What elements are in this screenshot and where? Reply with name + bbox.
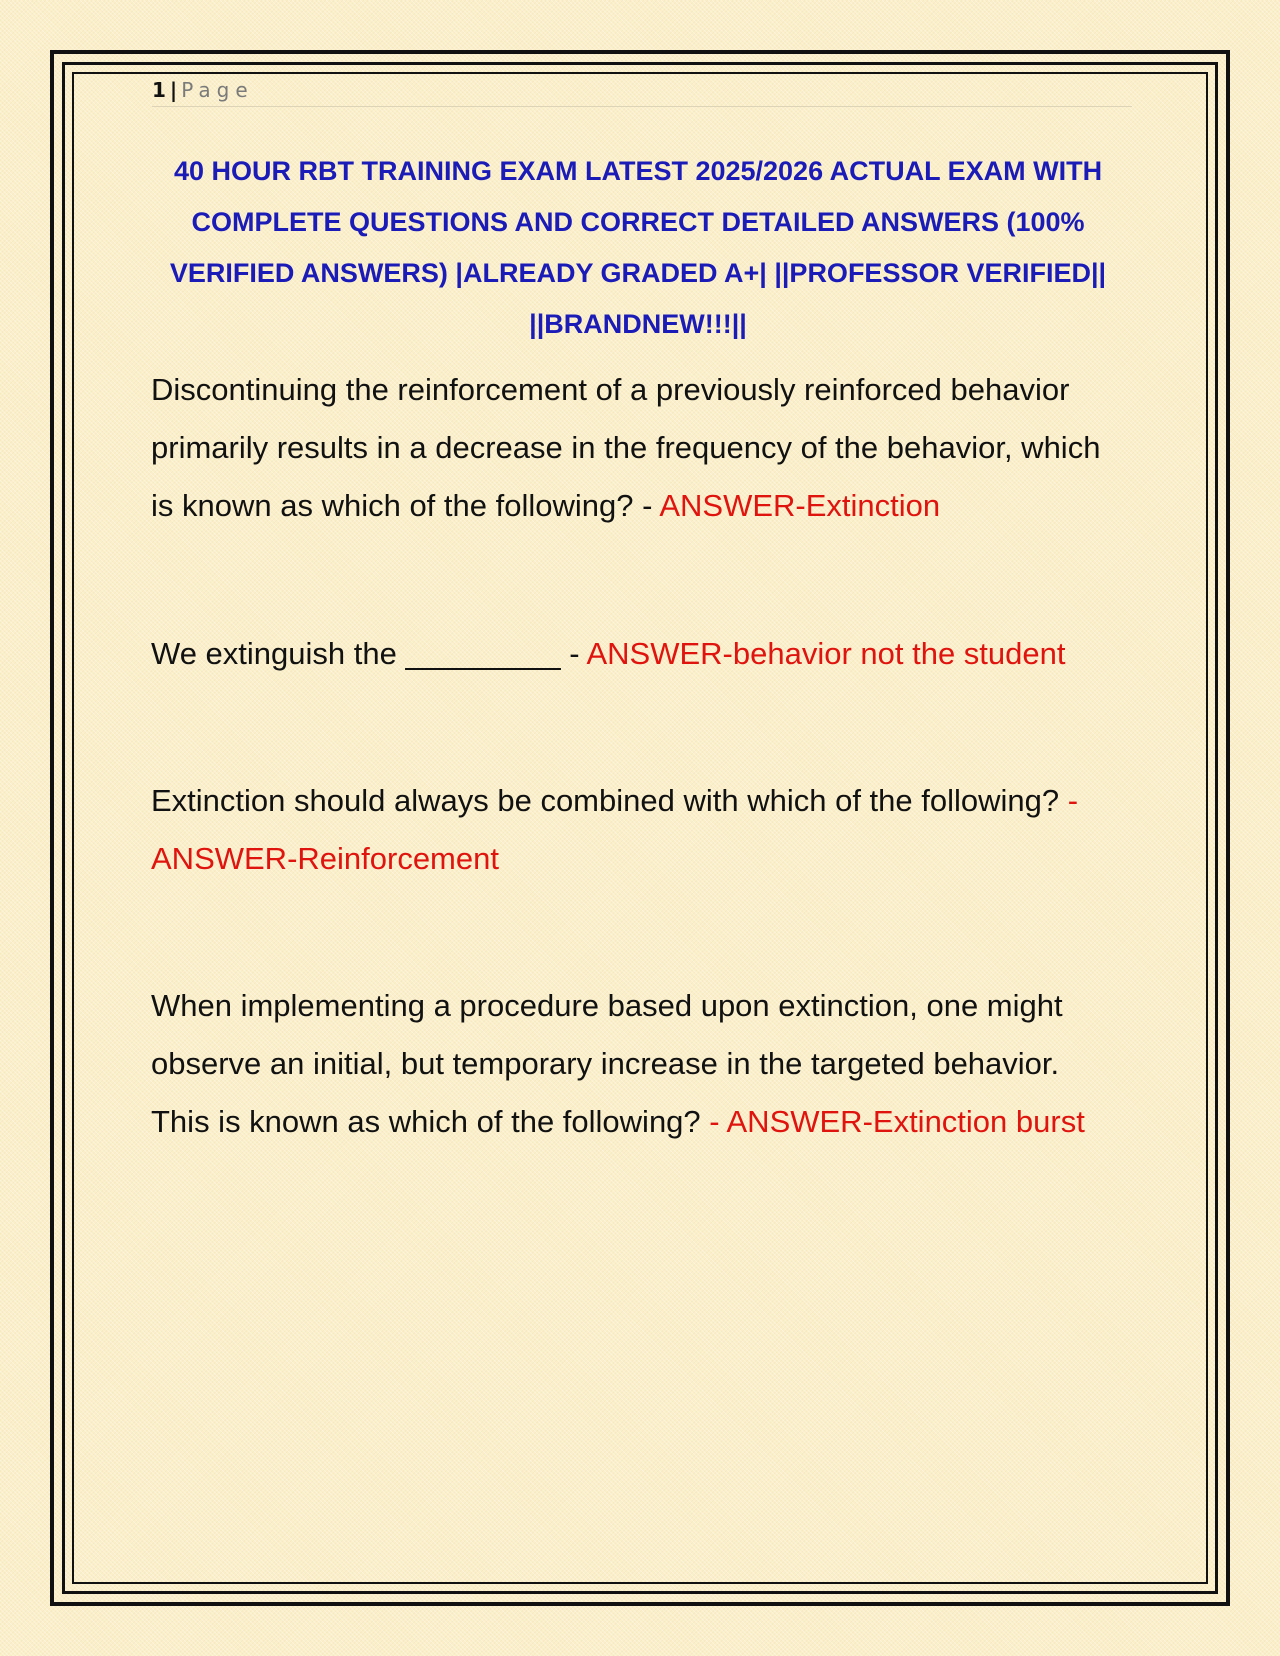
answer-text: ANSWER-behavior not the student — [586, 636, 1066, 671]
question-text: When implementing a procedure based upon extinction, one might observe an initial, but temporary increase in the targeted behavior. This is known as which of the following? — [151, 988, 1063, 1139]
page-label: Page — [181, 78, 254, 102]
page-number: 1 — [152, 78, 166, 102]
qa-item — [151, 772, 1111, 888]
question-text: Discontinuing the reinforcement of a previously reinforced behavior primarily results in a decrease in the frequency of the behavior, which is known as which of the following? - — [151, 372, 1101, 523]
qa-item — [151, 361, 1111, 535]
answer-text: - ANSWER-Extinction burst — [709, 1104, 1085, 1139]
qa-item — [151, 977, 1111, 1151]
qa-item — [151, 625, 1111, 683]
qa-list — [151, 361, 1111, 1151]
page-header — [152, 78, 1132, 107]
question-text: Extinction should always be combined with which of the following? — [151, 783, 1068, 818]
answer-text: ANSWER-Extinction — [659, 488, 941, 523]
question-text: We extinguish the _________ - — [151, 636, 587, 671]
answer-text: - ANSWER-Reinforcement — [151, 783, 1079, 876]
document-title: 40 HOUR RBT TRAINING EXAM LATEST 2025/2026 ACTUAL EXAM WITH COMPLETE QUESTIONS AND CORRECT DETAILED ANSWERS (100% VERIFIED ANSWERS) |ALREADY GRADED A+| ||PROFESSOR VERIFIED|| ||BRANDNEW!!!|| — [169, 156, 1107, 339]
page-separator: | — [169, 78, 178, 102]
